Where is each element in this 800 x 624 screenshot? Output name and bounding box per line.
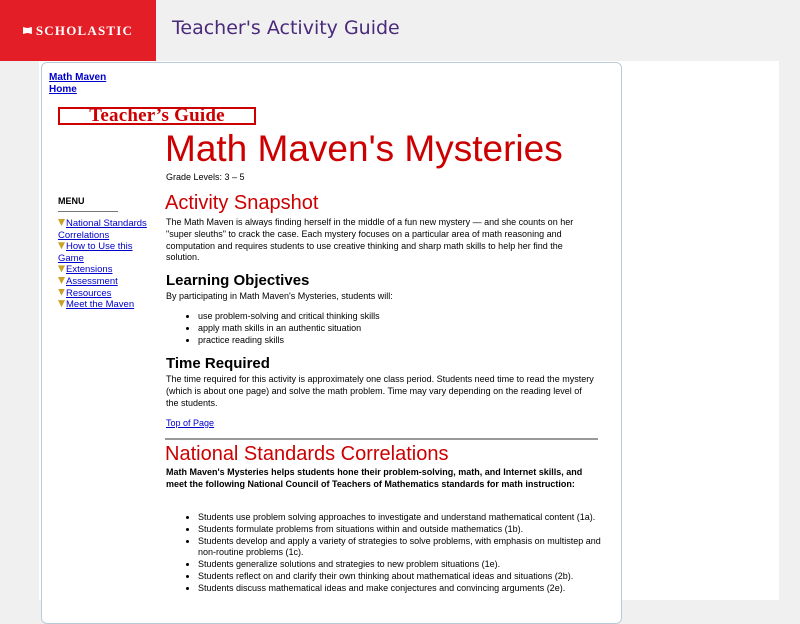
triangle-bullet-icon [58,265,65,272]
list-item: • practice reading skills [198,335,610,347]
learning-objectives-heading: Learning Objectives [166,272,310,289]
triangle-bullet-icon [58,277,65,284]
triangle-bullet-icon [58,219,65,226]
menu-item-how-to-use[interactable]: How to Use this Game [58,241,133,264]
menu-title: MENU [58,196,85,206]
list-item: • Students develop and apply a variety of strategies to solve problems, with emphasis on multistep and non-routine problems (1c). [198,536,610,560]
scholastic-logo[interactable] [0,0,156,61]
menu-divider [58,211,118,212]
list-item: • apply math skills in an authentic situation [198,323,610,335]
teachers-guide-logo: Teacher’s Guide [58,107,256,125]
activity-snapshot-heading: Activity Snapshot [165,192,319,214]
list-item: • Students use problem solving approaches to investigate and understand mathematical content (1a). [198,512,610,524]
list-item: • Students generalize solutions and strategies to new problem situations (1e). [198,559,610,571]
grade-levels: Grade Levels: 3 – 5 [166,172,245,182]
learning-objectives-intro: By participating in Math Maven's Mysteries, students will: [166,291,393,301]
math-maven-home-link[interactable] [49,72,106,96]
national-standards-heading: National Standards Correlations [165,443,449,465]
list-item: • Students reflect on and clarify their own thinking about mathematical ideas and situations (2b). [198,571,610,583]
learning-objectives-list [184,311,610,346]
header-title: Teacher's Activity Guide [172,17,400,39]
time-required-heading: Time Required [166,355,270,372]
menu-item-assessment[interactable]: Assessment [58,276,158,288]
logo-text: SCHOLASTIC [35,22,134,38]
national-standards-list [184,512,610,595]
sidebar-menu [58,218,158,311]
section-divider [165,438,598,440]
list-item: • use problem-solving and critical thinking skills [198,311,610,323]
menu-item-national-standards[interactable]: National Standards Correlations [58,218,147,241]
triangle-bullet-icon [58,300,65,307]
menu-item-extensions[interactable]: Extensions [58,264,158,276]
list-item: • Students formulate problems from situations within and outside mathematics (1b). [198,524,610,536]
site-header [0,0,800,61]
national-standards-intro: Math Maven's Mysteries helps students hone their problem-solving, math, and Internet skills, and meet the following National Council of Teachers of Mathematics standards for math instruction: [166,467,583,489]
list-item: • Students discuss mathematical ideas and make conjectures and convincing arguments (2e). [198,583,610,595]
menu-item-meet-the-maven[interactable]: Meet the Maven [58,299,158,311]
page-title: Math Maven's Mysteries [165,128,563,169]
home-link-line1[interactable]: Math Maven [49,72,107,83]
activity-snapshot-text: The Math Maven is always finding herself in the middle of a fun new mystery — and she counts on her "super sleuths" to crack the case. Each mystery focuses on a particular area of math reasoning and computation and requires students to use creative thinking and sharp math skills to help her find the solution. [166,217,574,263]
home-link-line2[interactable]: Home [49,84,77,95]
top-of-page-link[interactable]: Top of Page [166,418,215,428]
time-required-text: The time required for this activity is approximately one class period. Students need time to read the mystery (which is about one page) and solve the math problem. Time may vary depending on the reading level of the students. [166,374,594,408]
scholastic-book-icon [23,26,32,35]
triangle-bullet-icon [58,289,65,296]
menu-item-resources[interactable]: Resources [58,288,158,300]
triangle-bullet-icon [58,242,65,249]
